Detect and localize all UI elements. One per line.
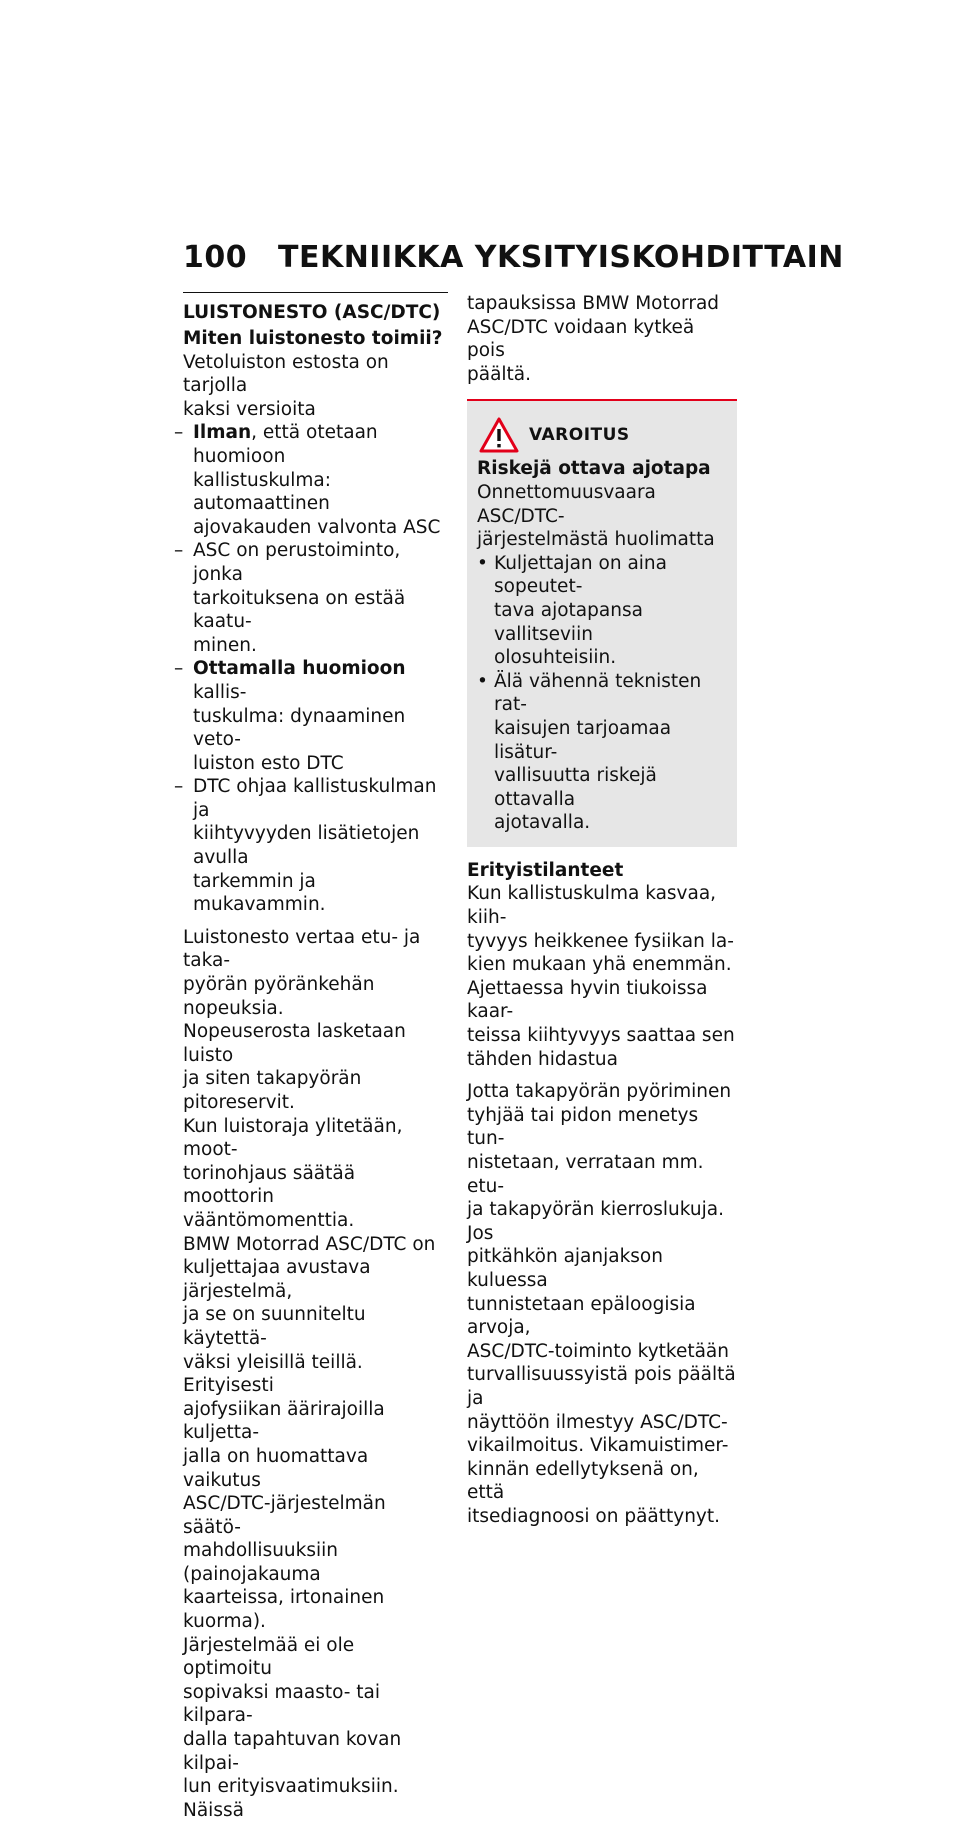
warning-title: VAROITUS (529, 424, 630, 445)
list-item: • Kuljettajan on aina sopeutet- tava ajotapansa vallitseviin olosuhteisiin. (477, 552, 667, 669)
list-item: • Älä vähennä teknisten rat- kaisujen tarjoamaa lisätur- vallisuutta riskejä ottavalla ajotavalla. (477, 670, 702, 834)
section-rule (183, 292, 448, 293)
warning-bullets (477, 552, 727, 835)
subheading: Miten luistonesto toimii? (183, 328, 443, 349)
page-number: 100 (183, 240, 248, 275)
list-item: – Ottamalla huomioon kallis- tuskulma: dynaaminen veto- luiston esto DTC (174, 658, 406, 774)
warning-header (477, 415, 727, 455)
list-item: – ASC on perustoiminto, jonka tarkoituksena on estää kaatu- minen. (174, 540, 406, 656)
warning-subtitle: Riskejä ottava ajotapa (477, 458, 711, 480)
paragraph: Jotta takapyörän pyöriminen tyhjää tai pidon menetys tun- nistetaan, verrataan mm. etu- ja takapyörän kierroslukuja. Jos pitkähkön ajanjakson kuluessa tunnistetaan epäloogisia arvoja, ASC/DTC-toiminto kytketään turvallisuussyistä pois päältä ja näyttöön ilmestyy ASC/DTC- vikailmoitus. Vikamuistimer- kinnän edellytyksenä on, että itsediagnoosi on päättynyt. (467, 1081, 736, 1527)
page-header (183, 238, 844, 278)
paragraph: Järjestelmää ei ole optimoitu sopivaksi maasto- tai kilpara- dalla tapahtuvan kovan kilpai- lun erityisvaatimuksiin. Näissä (183, 1634, 402, 1821)
warning-box (467, 399, 737, 847)
list-item: – Ilman, että otetaan huomioon kallistuskulma: automaattinen ajovakauden valvonta ASC (174, 422, 441, 538)
paragraph: BMW Motorrad ASC/DTC on kuljettajaa avustava järjestelmä, ja se on suunniteltu käytettä- väksi yleisillä teillä. Erityisesti ajofysiikan äärirajoilla kuljetta- jalla on huomattava vaikutus ASC/DTC-järjestelmän säätö- mahdollisuuksiin (painojakauma kaarteissa, irtonainen kuorma). (183, 1233, 436, 1633)
right-column (467, 292, 737, 1529)
warning-triangle-icon (479, 417, 519, 453)
left-column (174, 292, 448, 1822)
paragraph: Luistonesto vertaa etu- ja taka- pyörän pyöränkehän nopeuksia. Nopeuserosta lasketaan luisto ja siten takapyörän pitoreservit. Kun luistoraja ylitetään, moot- torinohjaus säätää moottorin vääntömomenttia. (183, 926, 421, 1231)
chapter-title: TEKNIIKKA YKSITYISKOHDITTAIN (278, 240, 844, 275)
subheading: Erityistilanteet (467, 859, 624, 881)
intro-paragraph: Vetoluiston estosta on tarjolla kaksi versioita (183, 351, 389, 420)
paragraph-continued: tapauksissa BMW Motorrad ASC/DTC voidaan kytkeä pois päältä. (467, 293, 720, 385)
paragraph: Kun kallistuskulma kasvaa, kiih- tyvyys heikkenee fysiikan la- kien mukaan yhä enemmän. Ajettaessa hyvin tiukoissa kaar- teissa kiihtyvyys saattaa sen tähden hidastua (467, 883, 735, 1070)
version-list (174, 421, 448, 916)
section-title: LUISTONESTO (ASC/DTC) (183, 302, 441, 323)
warning-text: Onnettomuusvaara ASC/DTC- järjestelmästä huolimatta (477, 481, 715, 551)
list-item: – DTC ohjaa kallistuskulman ja kiihtyvyyden lisätietojen avulla tarkemmin ja mukavammin. (174, 776, 437, 916)
